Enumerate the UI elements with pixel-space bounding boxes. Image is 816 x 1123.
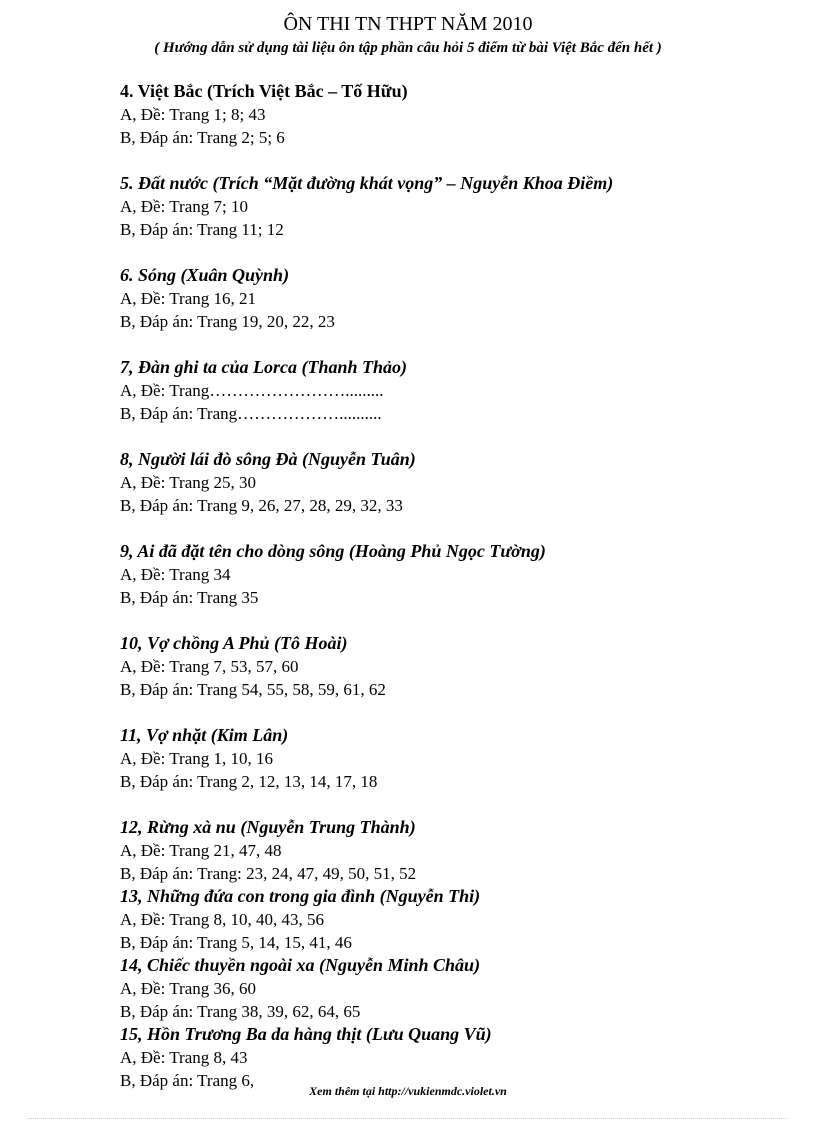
dap-an-line: B, Đáp án: Trang 2; 5; 6 xyxy=(120,128,285,147)
section-heading: 4. Việt Bắc (Trích Việt Bắc – Tố Hữu) xyxy=(120,81,408,101)
section-ai-da-dat-ten xyxy=(120,540,800,609)
page-bottom-divider xyxy=(28,1118,788,1119)
section-heading: 7, Đàn ghi ta của Lorca (Thanh Thảo) xyxy=(120,357,408,377)
de-line: A, Đề: Trang 1; 8; 43 xyxy=(120,105,266,124)
dap-an-line: B, Đáp án: Trang: 23, 24, 47, 49, 50, 51, 52 xyxy=(120,864,417,883)
section-heading: 5. Đất nước (Trích “Mặt đường khát vọng” – Nguyễn Khoa Điềm) xyxy=(120,173,614,193)
section-heading: 15, Hồn Trương Ba da hàng thịt (Lưu Quang Vũ) xyxy=(120,1024,492,1044)
dap-an-line: B, Đáp án: Trang 19, 20, 22, 23 xyxy=(120,312,335,331)
dap-an-line: B, Đáp án: Trang 2, 12, 13, 14, 17, 18 xyxy=(120,772,378,791)
section-heading: 10, Vợ chồng A Phủ (Tô Hoài) xyxy=(120,633,348,653)
section-dan-ghi-ta xyxy=(120,356,800,425)
de-line: A, Đề: Trang 8, 43 xyxy=(120,1048,248,1067)
section-hon-truong-ba xyxy=(120,1023,800,1092)
de-line: A, Đề: Trang 34 xyxy=(120,565,231,584)
dap-an-line: B, Đáp án: Trang 54, 55, 58, 59, 61, 62 xyxy=(120,680,386,699)
de-line: A, Đề: Trang 8, 10, 40, 43, 56 xyxy=(120,910,325,929)
section-heading: 14, Chiếc thuyền ngoài xa (Nguyễn Minh Châu) xyxy=(120,955,481,975)
section-nhung-dua-con xyxy=(120,885,800,954)
de-line: A, Đề: Trang 21, 47, 48 xyxy=(120,841,282,860)
section-heading: 9, Ai đã đặt tên cho dòng sông (Hoàng Phủ Ngọc Tường) xyxy=(120,541,546,561)
dap-an-line: B, Đáp án: Trang 35 xyxy=(120,588,259,607)
document-body xyxy=(120,80,800,1092)
section-vo-nhat xyxy=(120,724,800,793)
dap-an-line: B, Đáp án: Trang 6, xyxy=(120,1071,255,1090)
page-title: ÔN THI TN THPT NĂM 2010 xyxy=(283,13,533,35)
dap-an-line: B, Đáp án: Trang 5, 14, 15, 41, 46 xyxy=(120,933,352,952)
section-heading: 13, Những đứa con trong gia đình (Nguyễn Thi) xyxy=(120,886,481,906)
de-line: A, Đề: Trang 7; 10 xyxy=(120,197,248,216)
de-line: A, Đề: Trang 7, 53, 57, 60 xyxy=(120,657,299,676)
dap-an-line: B, Đáp án: Trang 9, 26, 27, 28, 29, 32, 33 xyxy=(120,496,403,515)
de-line: A, Đề: Trang 16, 21 xyxy=(120,289,257,308)
section-vo-chong-a-phu xyxy=(120,632,800,701)
de-line: A, Đề: Trang 25, 30 xyxy=(120,473,257,492)
de-line: A, Đề: Trang 36, 60 xyxy=(120,979,257,998)
page-subtitle: ( Hướng dẫn sử dụng tài liệu ôn tập phần câu hỏi 5 điểm từ bài Việt Bắc đến hết ) xyxy=(154,40,662,56)
de-line: A, Đề: Trang……………………......... xyxy=(120,381,384,400)
dap-an-line: B, Đáp án: Trang 11; 12 xyxy=(120,220,284,239)
section-rung-xa-nu xyxy=(120,816,800,885)
section-dat-nuoc xyxy=(120,172,800,241)
section-viet-bac xyxy=(120,80,800,149)
dap-an-line: B, Đáp án: Trang 38, 39, 62, 64, 65 xyxy=(120,1002,361,1021)
section-nguoi-lai-do xyxy=(120,448,800,517)
section-heading: 6. Sóng (Xuân Quỳnh) xyxy=(120,265,290,285)
section-heading: 11, Vợ nhặt (Kim Lân) xyxy=(120,725,289,745)
section-song xyxy=(120,264,800,333)
section-chiec-thuyen xyxy=(120,954,800,1023)
de-line: A, Đề: Trang 1, 10, 16 xyxy=(120,749,274,768)
section-heading: 12, Rừng xà nu (Nguyễn Trung Thành) xyxy=(120,817,416,837)
section-heading: 8, Người lái đò sông Đà (Nguyễn Tuân) xyxy=(120,449,416,469)
footer-link: Xem thêm tại http://vukienmdc.violet.vn xyxy=(309,1084,507,1098)
dap-an-line: B, Đáp án: Trang……………….......... xyxy=(120,404,382,423)
